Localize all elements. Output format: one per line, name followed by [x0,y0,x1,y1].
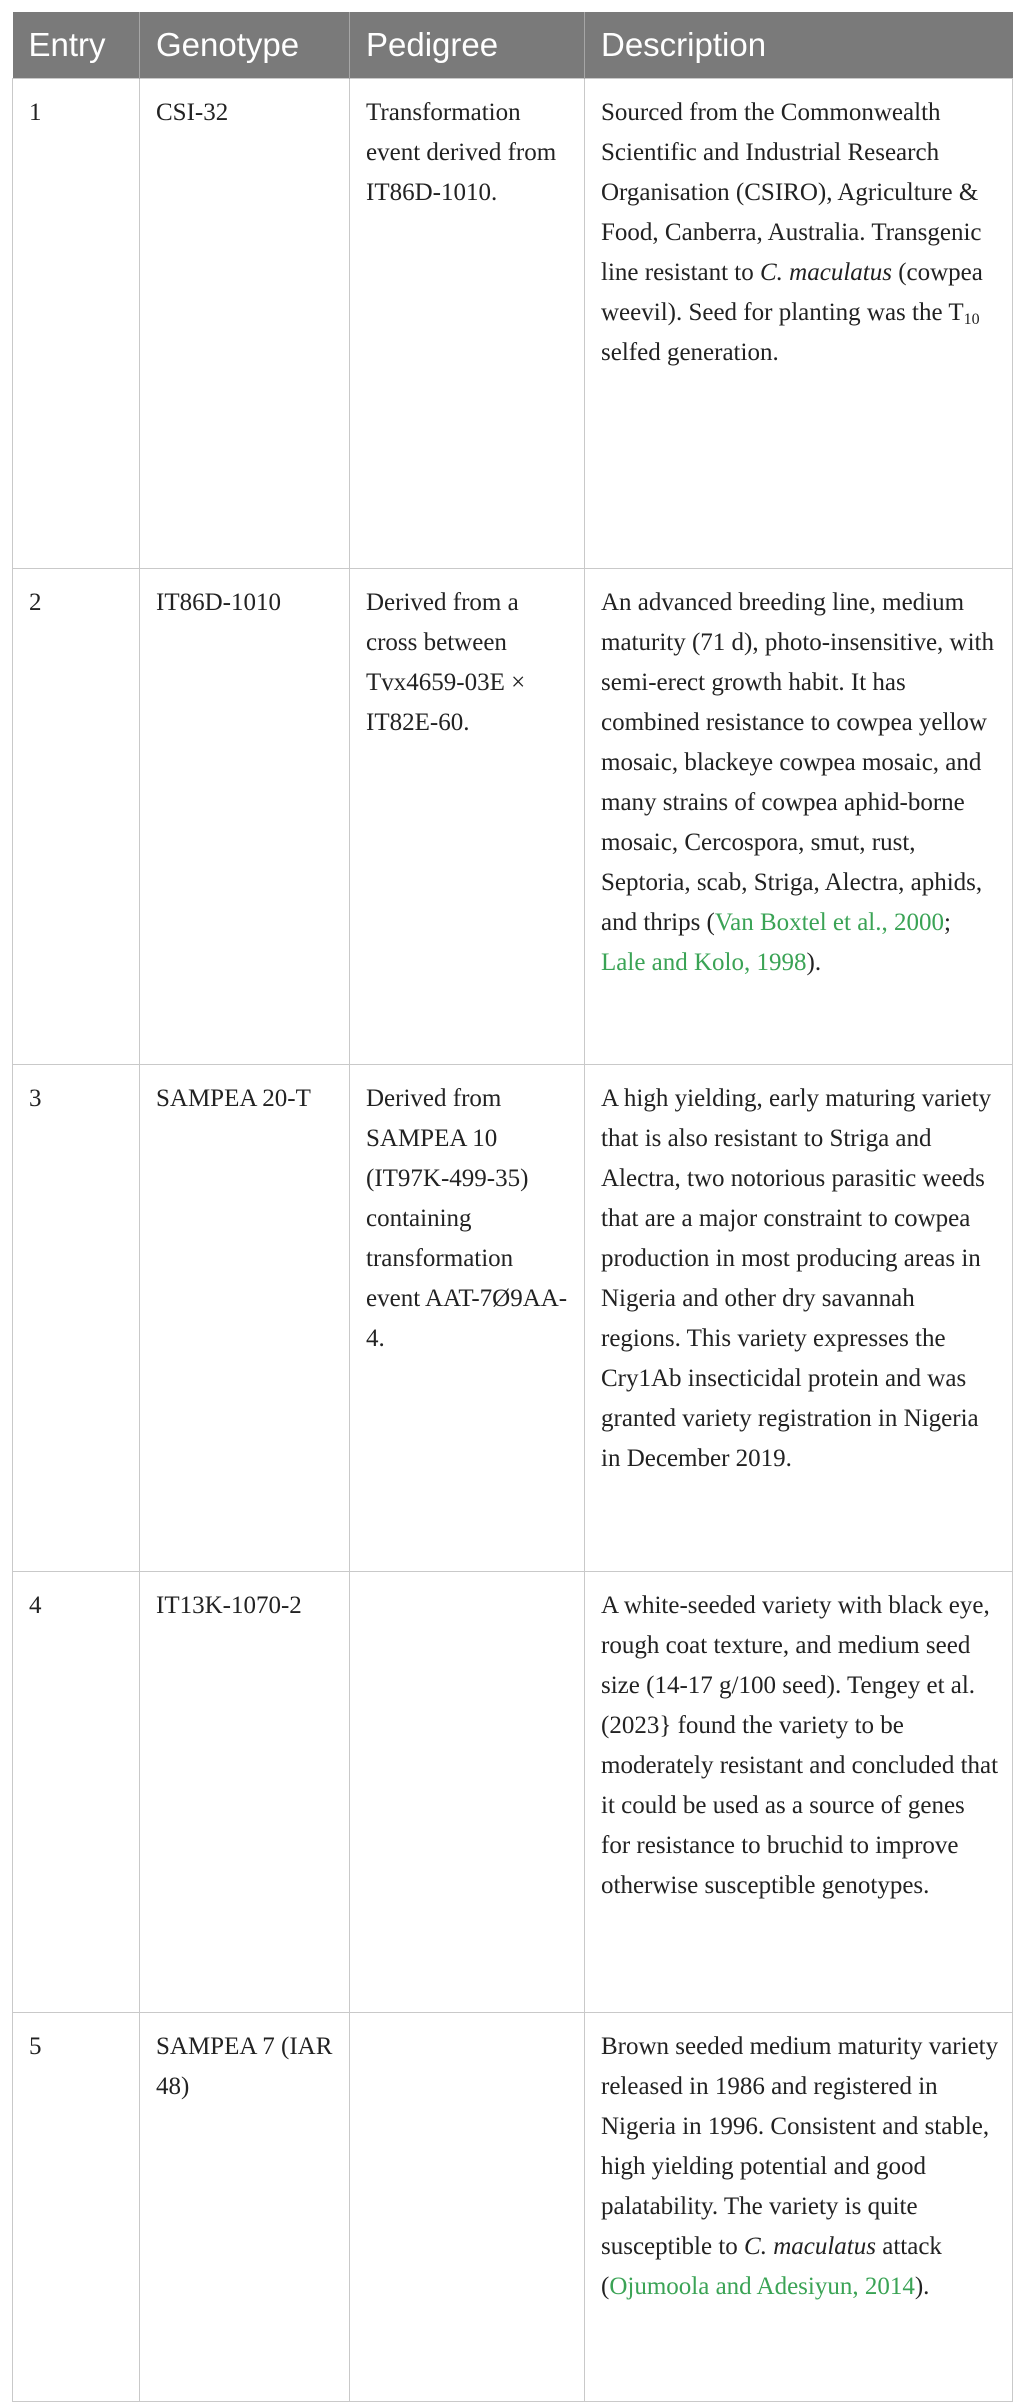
description-text: ). [806,949,822,976]
description-text: ; [944,909,951,936]
description-cell: A high yielding, early maturing variety that is also resistant to Striga and Alectra, two notorious parasitic weeds that are a major constraint to cowpea production in most producing areas in Nigeria and other dry savannah regions. This variety expresses the Cry1Ab insecticidal protein and was granted variety registration in Nigeria in December 2019. [585,1065,1013,1572]
description-cell: A white-seeded variety with black eye, rough coat texture, and medium seed size (14-17 g/100 seed). Tengey et al. (2023} found the variety to be moderately resistant and concluded that it could be used as a source of genes for resistance to bruchid to improve otherwise susceptible genotypes. [585,1572,1013,2013]
genotype-cell: IT13K-1070-2 [140,1572,350,2013]
description-cell [585,79,1013,569]
pedigree-cell [350,1572,585,2013]
table-row [13,1572,1013,2013]
pedigree-cell: Derived from SAMPEA 10 (IT97K-499-35) containing transformation event AAT-7Ø9AA-4. [350,1065,585,1572]
header-description: Description [585,12,1013,79]
generation-subscript: 10 [963,311,980,328]
description-text: Brown seeded medium maturity variety released in 1986 and registered in Nigeria in 1996. Consistent and stable, high yielding potential and good palatability. The variety is quite susceptible to [601,2033,999,2260]
pedigree-cell: Derived from a cross between Tvx4659-03E × IT82E-60. [350,569,585,1065]
table-row [13,569,1013,1065]
genotype-cell: SAMPEA 20-T [140,1065,350,1572]
description-text: attack ( [601,2233,942,2300]
description-cell [585,2013,1013,2402]
genotype-cell: SAMPEA 7 (IAR 48) [140,2013,350,2402]
description-text: selfed generation. [601,339,779,366]
citation-link[interactable]: Lale and Kolo, 1998 [601,949,807,976]
citation-link[interactable]: Ojumoola and Adesiyun, 2014 [609,2273,915,2300]
genotype-cell: IT86D-1010 [140,569,350,1065]
entry-cell: 4 [13,1572,140,2013]
table-row [13,1065,1013,1572]
header-pedigree: Pedigree [350,12,585,79]
table-header-row [13,12,1013,79]
genotype-table [12,12,1013,2402]
description-cell [585,569,1013,1065]
citation-link[interactable]: Van Boxtel et al., 2000 [714,909,945,936]
description-text: Sourced from the Commonwealth Scientific and Industrial Research Organisation (CSIRO), Agriculture & Food, Canberra, Australia. Transgenic line resistant to [601,99,982,286]
pedigree-cell [350,2013,585,2402]
description-text: An advanced breeding line, medium maturity (71 d), photo-insensitive, with semi-erect growth habit. It has combined resistance to cowpea yellow mosaic, blackeye cowpea mosaic, and many strains of cowpea aphid-borne mosaic, Cercospora, smut, rust, Septoria, scab, Striga, Alectra, aphids, and thrips ( [601,589,995,936]
entry-cell: 2 [13,569,140,1065]
entry-cell: 3 [13,1065,140,1572]
table-row [13,79,1013,569]
description-text: (cowpea weevil). Seed for planting was the T [601,259,983,326]
entry-cell: 5 [13,2013,140,2402]
genotype-cell: CSI-32 [140,79,350,569]
entry-cell: 1 [13,79,140,569]
description-text: ). [914,2273,930,2300]
table-row [13,2013,1013,2402]
species-name: C. maculatus [760,259,892,286]
header-entry: Entry [13,12,140,79]
species-name: C. maculatus [744,2233,876,2260]
header-genotype: Genotype [140,12,350,79]
pedigree-cell: Transformation event derived from IT86D-1010. [350,79,585,569]
